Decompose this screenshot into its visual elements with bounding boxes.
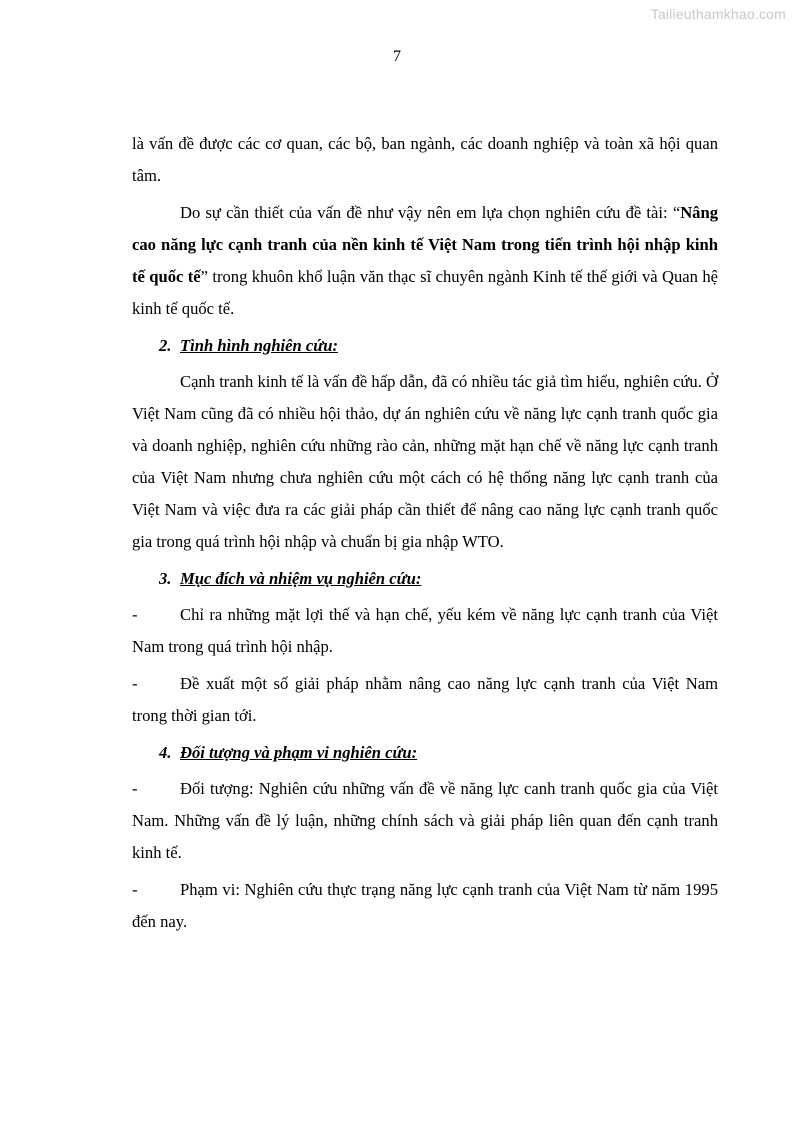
paragraph-research-status: Cạnh tranh kinh tế là vấn đề hấp dẫn, đã có nhiều tác giả tìm hiểu, nghiên cứu. Ở Việt Nam cũng đã có nhiều hội thảo, dự án nghiên cứu về năng lực cạnh tranh quốc gia và doanh nghiệp, nghiên cứu những rào cản, những mặt hạn chế về năng lực cạnh tranh của Việt Nam nhưng chưa nghiên cứu một cách có hệ thống năng lực cạnh tranh của Việt Nam và việc đưa ra các giải pháp cần thiết để nâng cao năng lực cạnh tranh quốc gia trong quá trình hội nhập và chuẩn bị gia nhập WTO. [132, 372, 718, 551]
list-item-text: Đề xuất một số giải pháp nhằm nâng cao năng lực cạnh tranh của Việt Nam trong thời gian tới. [132, 674, 718, 725]
bullet-dash: - [132, 779, 138, 798]
document-body [132, 128, 718, 943]
topic-intro-text: Do sự cần thiết của vấn đề như vậy nên em lựa chọn nghiên cứu đề tài: “ [180, 203, 681, 222]
list-item-text: Đối tượng: Nghiên cứu những vấn đề về năng lực canh tranh quốc gia của Việt Nam. Những vấn đề lý luận, những chính sách và giải pháp liên quan đến cạnh tranh kinh tế. [132, 779, 718, 862]
bullet-dash: - [132, 674, 138, 693]
list-item [132, 874, 718, 938]
bullet-dash: - [132, 605, 138, 624]
section-number: 4. [159, 743, 172, 762]
section-title: Đối tượng và phạm vi nghiên cứu: [180, 743, 418, 762]
section-title: Tình hình nghiên cứu: [180, 336, 338, 355]
section-heading-scope [159, 737, 718, 769]
page-number: 7 [393, 48, 401, 65]
list-item [132, 668, 718, 732]
section-number: 2. [159, 336, 172, 355]
list-item-text: Chỉ ra những mặt lợi thế và hạn chế, yếu kém về năng lực cạnh tranh của Việt Nam trong quá trình hội nhập. [132, 605, 718, 656]
list-item-text: Phạm vi: Nghiên cứu thực trạng năng lực cạnh tranh của Việt Nam từ năm 1995 đến nay. [132, 880, 718, 931]
bullet-dash: - [132, 880, 138, 899]
thesis-topic-title: Nâng cao năng lực cạnh tranh của nền kinh tế Việt Nam trong tiến trình hội nhập kinh tế quốc tế [132, 203, 718, 286]
topic-outro-text: ” trong khuôn khổ luận văn thạc sĩ chuyên ngành Kinh tế thế giới và Quan hệ kinh tế quốc tế. [132, 267, 718, 318]
section-heading-purpose [159, 563, 718, 595]
section-number: 3. [159, 569, 172, 588]
list-item [132, 599, 718, 663]
list-item [132, 773, 718, 869]
section-heading-research-status [159, 330, 718, 362]
watermark: Tailieuthamkhao.com [650, 6, 786, 22]
paragraph-topic-choice [132, 197, 718, 325]
paragraph-continuation: là vấn đề được các cơ quan, các bộ, ban ngành, các doanh nghiệp và toàn xã hội quan tâm. [132, 134, 718, 185]
section-title: Mục đích và nhiệm vụ nghiên cứu: [180, 569, 422, 588]
